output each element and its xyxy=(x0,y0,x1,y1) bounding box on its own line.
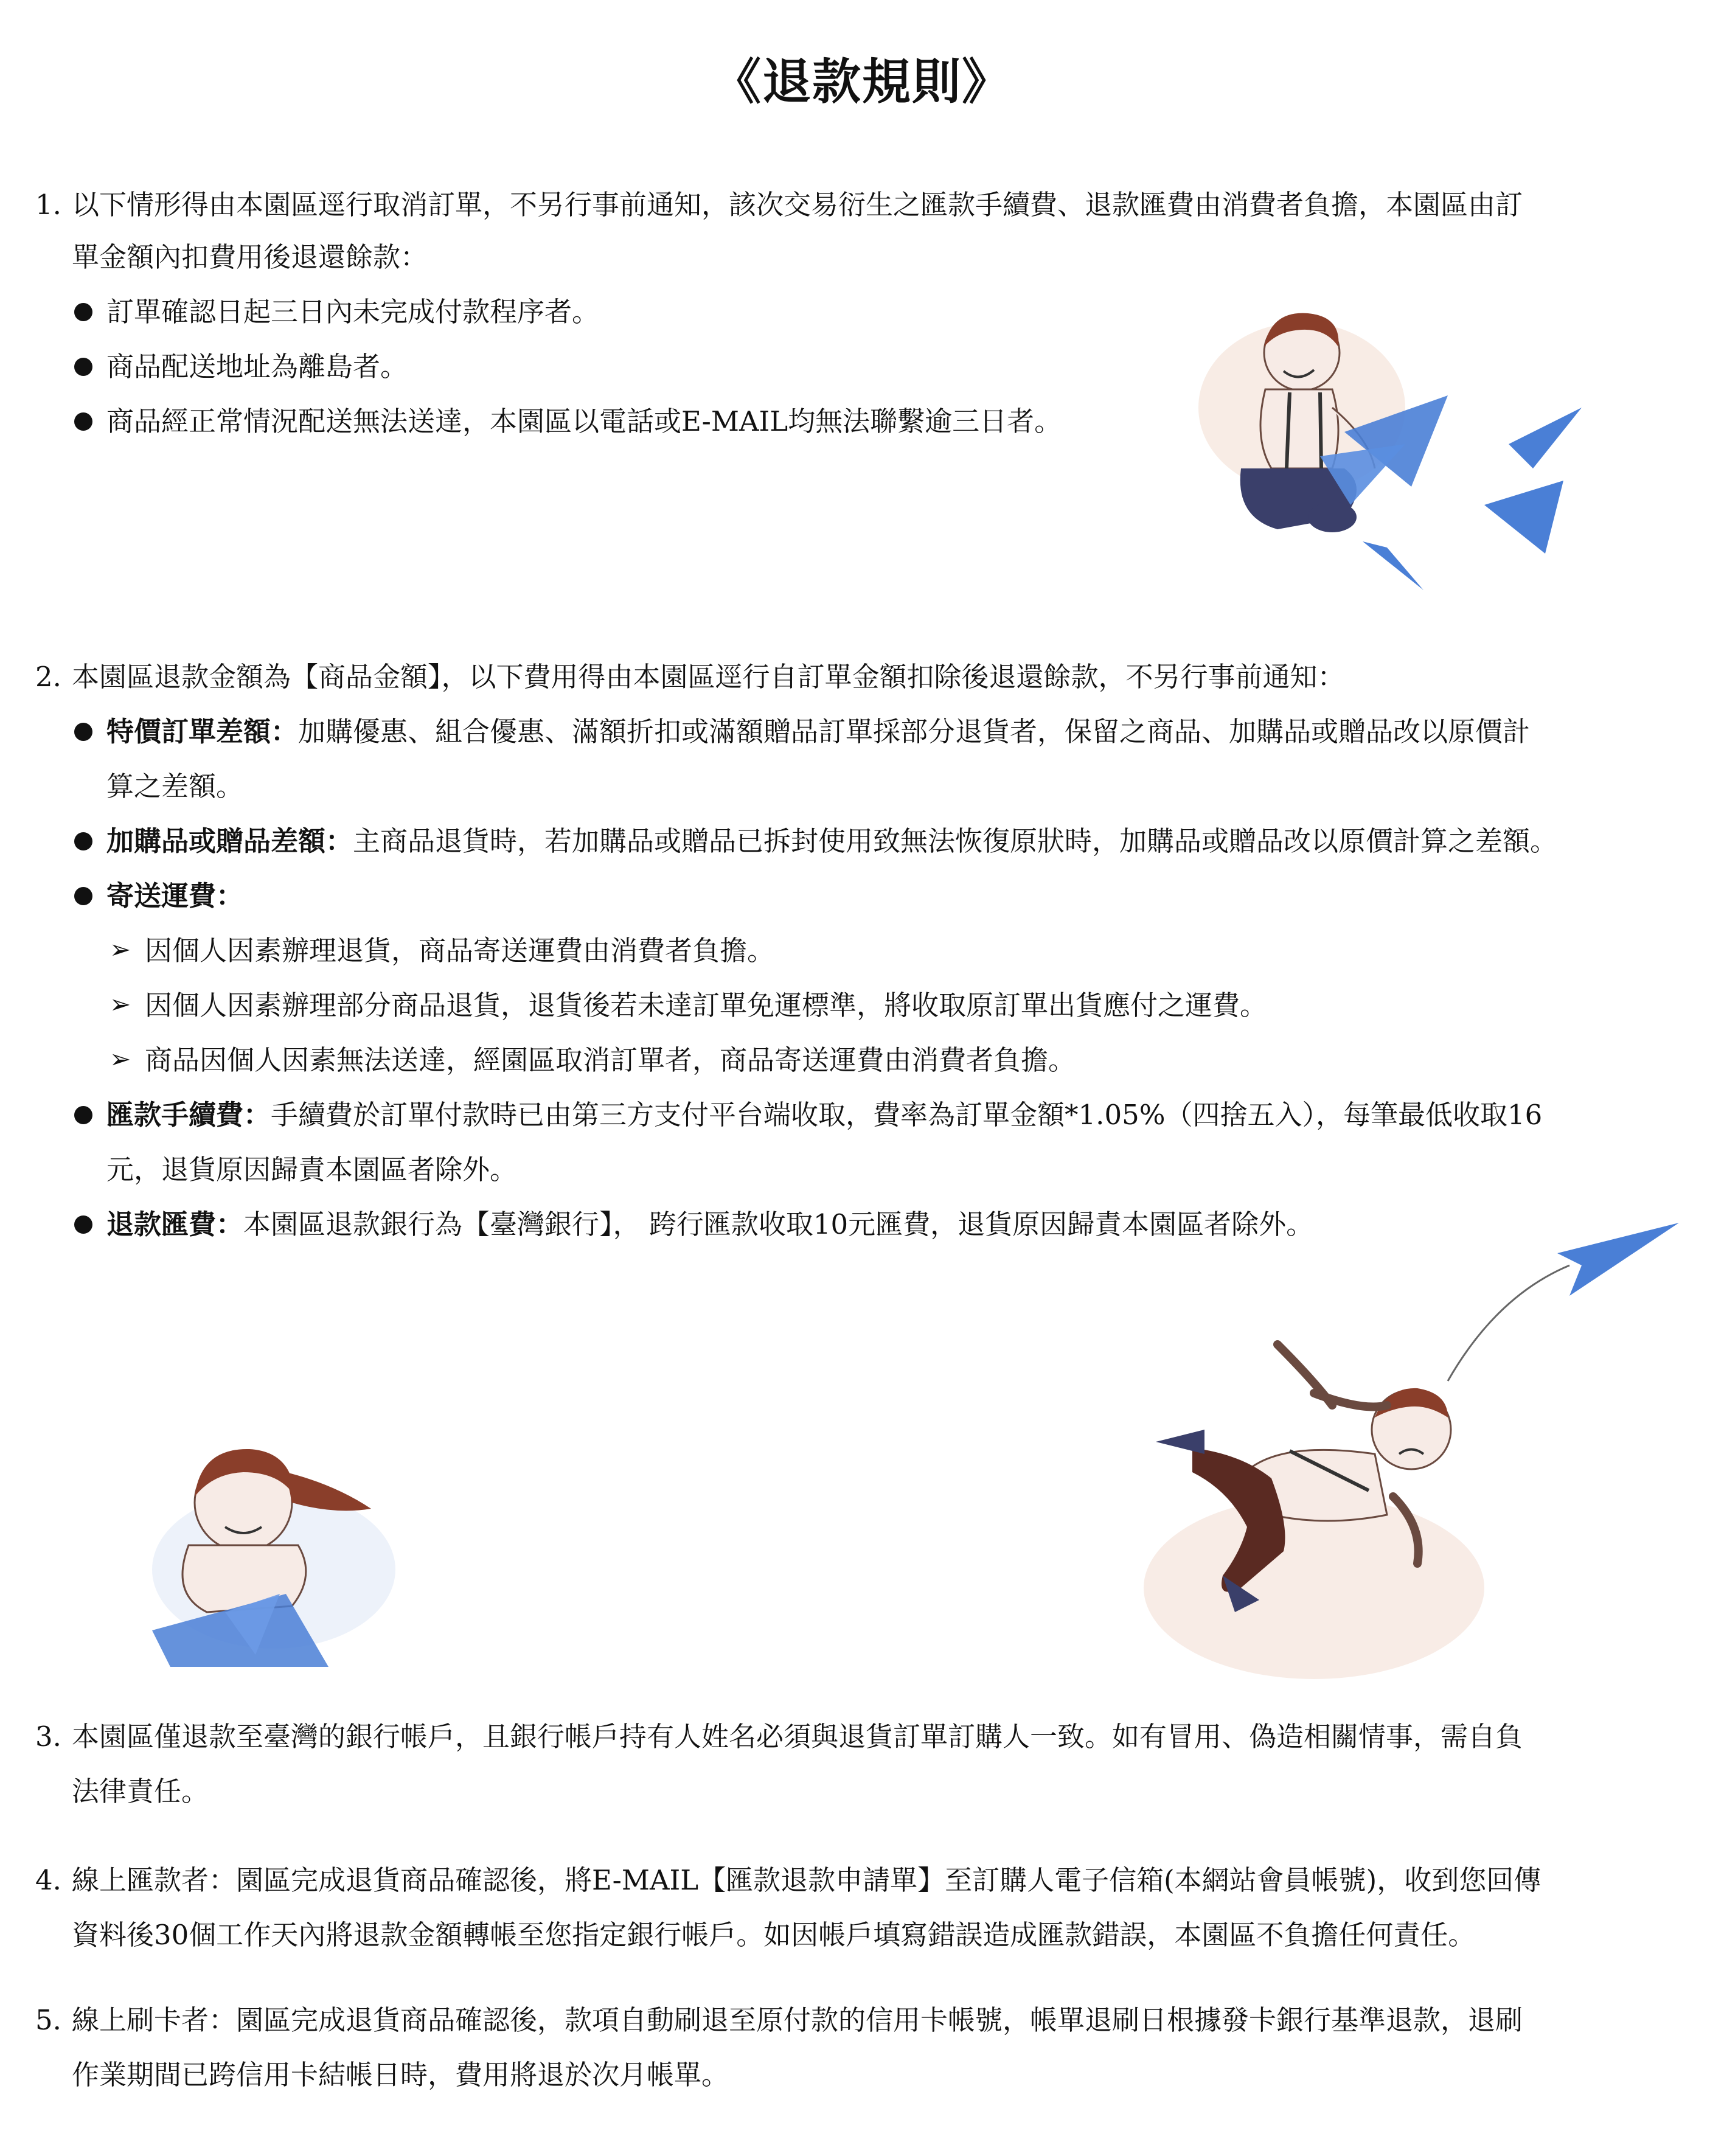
section-2-item-1 xyxy=(106,715,1531,748)
item-text: 主商品退貨時，若加購品或贈品已拆封使用致無法恢復原狀時，加購品或贈品改以原價計算之差額。 xyxy=(353,825,1558,857)
item-text: 加購優惠、組合優惠、滿額折扣或滿額贈品訂單採部分退貨者，保留之商品、加購品或贈品改以原價計 xyxy=(298,715,1531,748)
bullet-dot-icon xyxy=(74,832,92,850)
section-4-line-2: 資料後30個工作天內將退款金額轉帳至您指定銀行帳戶。如因帳戶填寫錯誤造成匯款錯誤，本園區不負擔任何責任。 xyxy=(72,1919,1476,1951)
section-4-line-1: 線上匯款者：園區完成退貨商品確認後，將E-MAIL【匯款退款申請單】至訂購人電子信箱(本網站會員帳號)，收到您回傳 xyxy=(72,1864,1542,1896)
section-3-number: 3. xyxy=(35,1720,61,1753)
arrow-right-icon: ➢ xyxy=(109,1044,131,1074)
page-title: 《退款規則》 xyxy=(712,53,1012,110)
section-1-number: 1. xyxy=(35,189,61,221)
section-5-number: 5. xyxy=(35,2004,61,2036)
paper-plane-icon xyxy=(1509,408,1582,468)
bullet-dot-icon xyxy=(74,723,92,741)
paper-plane-icon xyxy=(1484,481,1563,554)
bullet-dot-icon xyxy=(74,887,92,905)
section-5-line-1: 線上刷卡者：園區完成退貨商品確認後，款項自動刷退至原付款的信用卡帳號，帳單退刷日根據發卡銀行基準退款，退刷 xyxy=(72,2004,1523,2036)
paper-plane-icon xyxy=(1363,541,1423,590)
section-2-sub-3: 商品因個人因素無法送達，經園區取消訂單者，商品寄送運費由消費者負擔。 xyxy=(145,1044,1076,1076)
section-3-line-2: 法律責任。 xyxy=(72,1775,209,1807)
section-4-number: 4. xyxy=(35,1864,61,1896)
bullet-dot-icon xyxy=(74,303,92,321)
bullet-dot-icon xyxy=(74,358,92,376)
section-2-sub-1: 因個人因素辦理退貨，商品寄送運費由消費者負擔。 xyxy=(145,934,775,967)
item-label: 特價訂單差額： xyxy=(106,715,299,748)
boy-folding-planes-illustration xyxy=(1192,286,1606,614)
section-1-line-1: 以下情形得由本園區逕行取消訂單，不另行事前通知，該次交易衍生之匯款手續費、退款匯費由消費者負擔，本園區由訂 xyxy=(72,189,1523,221)
paper-plane-icon xyxy=(1557,1223,1679,1296)
section-1-line-2: 單金額內扣費用後退還餘款： xyxy=(72,241,428,273)
section-1-bullet-2: 商品配送地址為離島者。 xyxy=(106,350,408,383)
section-2-item-4-line-2: 元，退貨原因歸責本園區者除外。 xyxy=(106,1153,518,1186)
item-label: 匯款手續費： xyxy=(106,1099,271,1131)
section-5-line-2: 作業期間已跨信用卡結帳日時，費用將退於次月帳單。 xyxy=(72,2059,729,2091)
arrow-right-icon: ➢ xyxy=(109,934,131,964)
bullet-dot-icon xyxy=(74,412,92,431)
section-2-sub-2: 因個人因素辦理部分商品退貨，退貨後若未達訂單免運標準，將收取原訂單出貨應付之運費。 xyxy=(145,989,1268,1021)
section-2-item-4 xyxy=(106,1099,1543,1131)
girl-folding-paper-illustration xyxy=(134,1411,414,1679)
item-label: 退款匯費： xyxy=(106,1208,244,1240)
section-1-bullet-1: 訂單確認日起三日內未完成付款程序者。 xyxy=(106,296,600,328)
section-2-number: 2. xyxy=(35,661,61,693)
section-2-item-2 xyxy=(106,827,1557,855)
section-3-line-1: 本園區僅退款至臺灣的銀行帳戶，且銀行帳戶持有人姓名必須與退貨訂單訂購人一致。如有冒用、偽造相關情事，需自負 xyxy=(72,1720,1523,1753)
boy-throwing-plane-illustration xyxy=(1131,1211,1715,1703)
section-2-item-3-label: 寄送運費： xyxy=(106,880,244,912)
bullet-dot-icon xyxy=(74,1106,92,1124)
section-2-item-1-line-2: 算之差額。 xyxy=(106,770,244,802)
section-2-line-1: 本園區退款金額為【商品金額】，以下費用得由本園區逕行自訂單金額扣除後退還餘款，不另行事前通知： xyxy=(72,661,1345,693)
arrow-right-icon: ➢ xyxy=(109,989,131,1019)
item-text: 手續費於訂單付款時已由第三方支付平台端收取，費率為訂單金額*1.05%（四捨五入），每筆最低收取16 xyxy=(271,1099,1543,1131)
item-text: 本園區退款銀行為【臺灣銀行】， 跨行匯款收取10元匯費，退貨原因歸責本園區者除外。 xyxy=(243,1208,1314,1240)
section-1-bullet-3: 商品經正常情況配送無法送達，本園區以電話或E-MAIL均無法聯繫逾三日者。 xyxy=(106,405,1062,437)
item-label: 加購品或贈品差額： xyxy=(106,825,353,857)
bullet-dot-icon xyxy=(74,1215,92,1234)
